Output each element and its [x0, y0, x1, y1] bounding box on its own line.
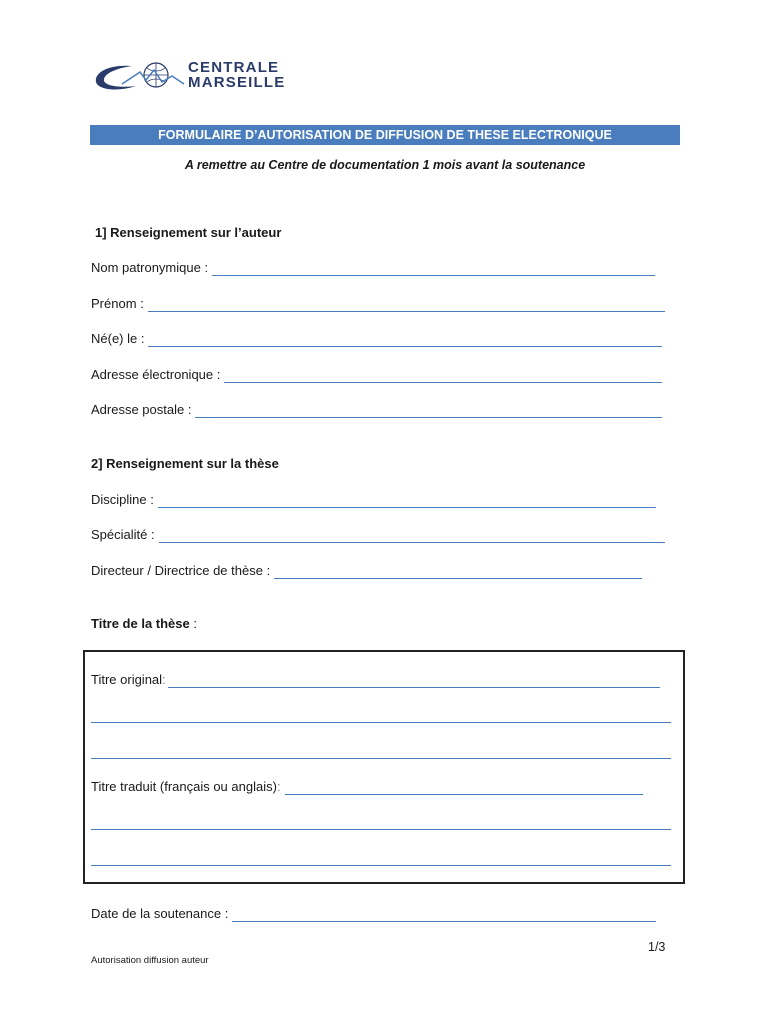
titre-traduit-continuation-line-2[interactable]: [91, 865, 671, 866]
field-date-naissance[interactable]: [91, 331, 662, 347]
field-label: Nom patronymique :: [91, 260, 209, 275]
field-colon: :: [276, 779, 281, 794]
nom-input-line[interactable]: [212, 263, 655, 276]
thesis-title-heading-colon: :: [189, 616, 197, 631]
field-label: Spécialité :: [91, 527, 155, 542]
footer-text: Autorisation diffusion auteur: [91, 955, 209, 966]
centrale-marseille-logo: [92, 59, 286, 96]
logo-line-centrale: CENTRALE: [188, 59, 280, 76]
field-specialite[interactable]: [91, 527, 665, 543]
field-date-soutenance[interactable]: [91, 906, 656, 922]
field-label: Directeur / Directrice de thèse :: [91, 563, 271, 578]
logo-text: [188, 60, 285, 90]
section-author-heading: 1] Renseignement sur l’auteur: [95, 225, 282, 240]
field-titre-traduit[interactable]: [91, 779, 643, 795]
field-directeur-these[interactable]: [91, 563, 642, 579]
thesis-title-heading: [91, 616, 197, 631]
field-colon: :: [162, 672, 166, 687]
prenom-input-line[interactable]: [148, 299, 665, 312]
specialite-input-line[interactable]: [159, 530, 665, 543]
titre-original-continuation-line-1[interactable]: [91, 722, 671, 723]
field-label: Adresse postale :: [91, 402, 192, 417]
logo-swoosh-icon: [92, 60, 187, 96]
field-titre-original[interactable]: [91, 672, 660, 688]
thesis-title-heading-text: Titre de la thèse: [91, 616, 190, 631]
form-title-banner: FORMULAIRE D’AUTORISATION DE DIFFUSION DE THESE ELECTRONIQUE: [90, 125, 680, 145]
field-label: Titre traduit (français ou anglais): [91, 779, 277, 794]
titre-original-continuation-line-2[interactable]: [91, 758, 671, 759]
titre-original-input-line[interactable]: [168, 675, 660, 688]
field-discipline[interactable]: [91, 492, 656, 508]
field-adresse-electronique[interactable]: [91, 367, 662, 383]
field-prenom[interactable]: [91, 296, 665, 312]
form-subtitle: A remettre au Centre de documentation 1 mois avant la soutenance: [184, 158, 586, 172]
email-input-line[interactable]: [224, 370, 662, 383]
field-adresse-postale[interactable]: [91, 402, 662, 418]
titre-traduit-continuation-line-1[interactable]: [91, 829, 671, 830]
field-label: Discipline :: [91, 492, 154, 507]
field-label: Date de la soutenance :: [91, 906, 229, 921]
logo-line-marseille: MARSEILLE: [188, 74, 286, 91]
postale-input-line[interactable]: [195, 405, 662, 418]
field-label: Titre original: [91, 672, 163, 687]
directeur-input-line[interactable]: [274, 566, 642, 579]
field-label: Prénom :: [91, 296, 144, 311]
titre-traduit-input-line[interactable]: [285, 782, 643, 795]
discipline-input-line[interactable]: [158, 495, 656, 508]
section-thesis-heading: 2] Renseignement sur la thèse: [91, 456, 279, 471]
page-number: 1/3: [648, 940, 666, 954]
ne-le-input-line[interactable]: [148, 334, 662, 347]
field-label: Né(e) le :: [91, 331, 145, 346]
date-soutenance-input-line[interactable]: [232, 909, 656, 922]
field-label: Adresse électronique :: [91, 367, 221, 382]
field-nom-patronymique[interactable]: [91, 260, 655, 276]
